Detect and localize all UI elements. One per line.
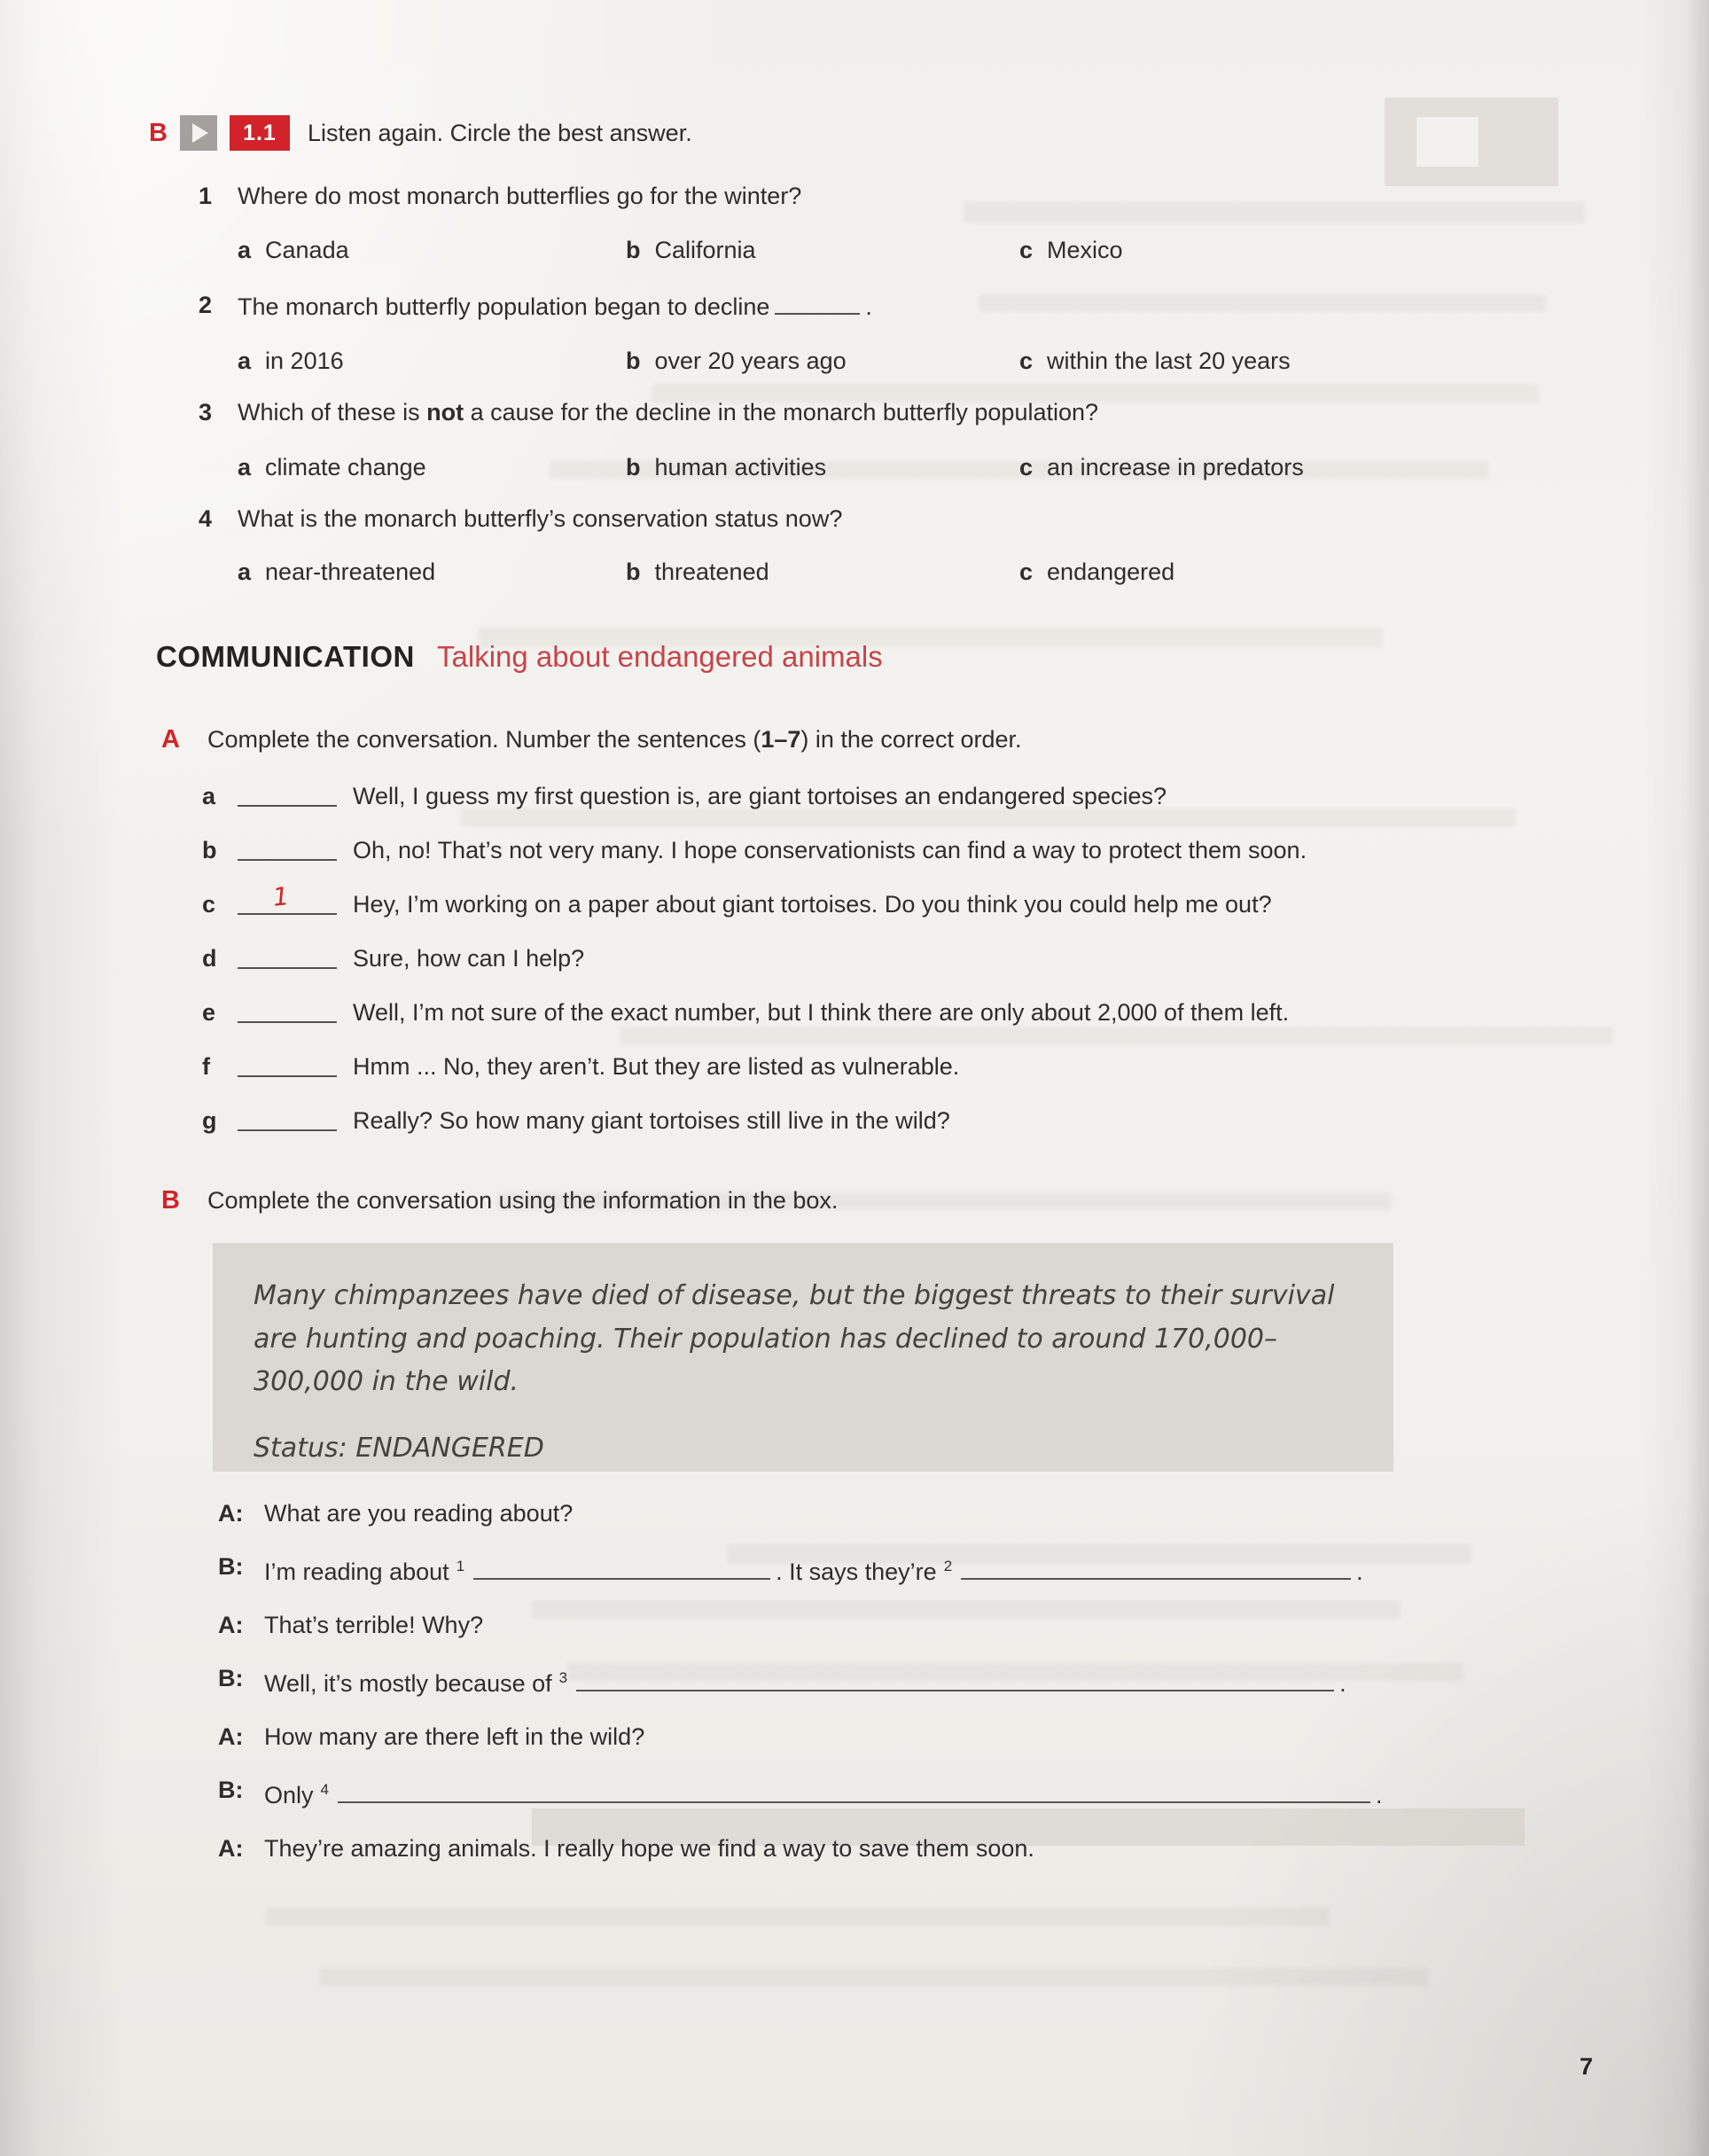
option-text: endangered (1047, 559, 1175, 585)
dialogue-segment: Well, it’s mostly because of (264, 1670, 552, 1697)
dialogue-text (264, 1550, 1363, 1589)
item-letter: e (202, 999, 216, 1026)
item-letter: b (202, 837, 217, 863)
instruction-bold: 1–7 (761, 726, 801, 753)
speaker-label: A: (218, 1835, 244, 1862)
item-letter: c (202, 891, 216, 918)
instruction-pre: Complete the conversation. Number the sentences ( (207, 726, 761, 753)
item-letter: g (202, 1107, 217, 1134)
dialogue-line-1 (218, 1496, 1530, 1530)
option-letter: a (238, 348, 252, 374)
number-blank (238, 780, 337, 807)
option-letter: b (626, 454, 641, 480)
dialogue-segment: Only (264, 1782, 314, 1808)
option-letter: a (238, 454, 252, 480)
show-through-unit-badge-inner (1416, 117, 1479, 167)
show-through-ghost (266, 1908, 1330, 1926)
option-b (626, 559, 769, 586)
option-a (238, 348, 344, 375)
question-1 (199, 183, 801, 210)
option-letter: c (1019, 559, 1034, 585)
question-text: What is the monarch butterfly’s conservation status now? (238, 505, 843, 532)
dialogue-text: What are you reading about? (264, 1500, 574, 1527)
question-4-options (0, 559, 1709, 594)
item-text: Hmm ... No, they aren’t. But they are listed as vulnerable. (353, 1053, 960, 1080)
speaker-label: A: (218, 1612, 244, 1638)
option-b (626, 454, 826, 481)
option-a (238, 237, 349, 264)
play-icon (180, 115, 217, 151)
info-box-status: Status: ENDANGERED (254, 1432, 544, 1464)
info-box (213, 1243, 1393, 1472)
option-text: within the last 20 years (1047, 348, 1291, 374)
option-text: Canada (265, 237, 349, 263)
question-4 (199, 505, 842, 533)
list-item-d (202, 942, 1532, 974)
show-through-ghost (964, 202, 1585, 223)
question-3-options (0, 454, 1709, 489)
option-c (1019, 348, 1291, 375)
option-text: near-threatened (265, 559, 436, 585)
option-letter: c (1019, 237, 1034, 263)
communication-subtitle: Talking about endangered animals (437, 640, 883, 673)
question-text: Where do most monarch butterflies go for the winter? (238, 183, 802, 209)
answer-blank (775, 292, 860, 315)
question-2-options (0, 348, 1709, 383)
option-text: threatened (654, 559, 769, 585)
dialogue-line-5 (218, 1720, 1530, 1754)
communication-heading (156, 640, 883, 674)
number-blank (238, 942, 337, 969)
number-blank (238, 1051, 337, 1077)
option-text: climate change (265, 454, 426, 480)
dialogue-text (264, 1773, 1383, 1812)
option-text: California (654, 237, 756, 263)
dialogue-segment: . (1356, 1558, 1363, 1585)
number-blank (238, 996, 337, 1023)
item-text: Really? So how many giant tortoises still live in the wild? (353, 1107, 950, 1134)
option-letter: b (626, 559, 641, 585)
speaker-label: A: (218, 1723, 244, 1750)
list-item-a (202, 780, 1532, 812)
dialogue-segment: . It says they’re (776, 1558, 937, 1585)
option-letter: c (1019, 348, 1034, 374)
option-a (238, 559, 435, 586)
item-text: Sure, how can I help? (353, 945, 585, 972)
instruction-post: ) in the correct order. (800, 726, 1022, 753)
speaker-label: A: (218, 1500, 244, 1527)
option-text: Mexico (1047, 237, 1123, 263)
part-a-header (161, 725, 1022, 754)
question-text-bold: not (426, 399, 464, 426)
list-item-b (202, 834, 1532, 866)
question-number: 1 (199, 183, 213, 209)
item-letter: a (202, 783, 216, 809)
dialogue-segment: . (1339, 1670, 1346, 1697)
option-c (1019, 237, 1123, 264)
option-b (626, 348, 847, 375)
audio-track-badge: 1.1 (230, 115, 290, 151)
option-b (626, 237, 756, 264)
dialogue-line-4 (218, 1661, 1530, 1700)
option-letter: b (626, 237, 641, 263)
item-text: Well, I guess my first question is, are giant tortoises an endangered species? (353, 783, 1167, 809)
option-c (1019, 454, 1304, 481)
dialogue (218, 1496, 1530, 1885)
list-item-f (202, 1051, 1532, 1082)
question-text-after: . (865, 293, 872, 320)
option-text: in 2016 (265, 348, 344, 374)
item-letter: d (202, 945, 217, 972)
option-text: over 20 years ago (654, 348, 847, 374)
dialogue-text: They’re amazing animals. I really hope we find a way to save them soon. (264, 1835, 1034, 1862)
number-blank (238, 881, 337, 915)
question-number: 3 (199, 399, 213, 426)
option-c (1019, 559, 1174, 586)
blank-number: 2 (943, 1558, 953, 1574)
section-label-b2: B (161, 1186, 180, 1215)
option-text: an increase in predators (1047, 454, 1304, 480)
answer-blank-2 (961, 1557, 1351, 1580)
list-item-c (202, 881, 1532, 920)
blank-number: 4 (320, 1781, 329, 1798)
list-item-g (202, 1105, 1532, 1137)
part-b-instruction: Complete the conversation using the information in the box. (207, 1187, 839, 1214)
question-number: 2 (199, 292, 213, 318)
question-1-options (0, 237, 1709, 272)
blank-number: 1 (456, 1558, 465, 1574)
dialogue-text (264, 1661, 1346, 1700)
option-letter: a (238, 559, 252, 585)
question-text (238, 292, 872, 321)
item-text: Oh, no! That’s not very many. I hope conservationists can find a way to protect them soon. (353, 837, 1307, 863)
question-text-post: a cause for the decline in the monarch butterfly population? (464, 399, 1099, 426)
info-box-text: Many chimpanzees have died of disease, but the biggest threats to their survival are hunting and poaching. Their population has declined to around 170,000–300,000 in the wild. (254, 1280, 1335, 1398)
list-item-e (202, 996, 1532, 1028)
listening-exercise-header (149, 115, 692, 151)
listening-instruction: Listen again. Circle the best answer. (307, 119, 692, 146)
play-triangle-icon (192, 123, 208, 143)
blank-number: 3 (558, 1669, 568, 1686)
item-text: Well, I’m not sure of the exact number, but I think there are only about 2,000 of them left. (353, 999, 1290, 1026)
option-a (238, 454, 426, 481)
speaker-label: B: (218, 1777, 244, 1803)
section-label-b: B (149, 118, 168, 147)
page-number: 7 (1580, 2053, 1594, 2080)
question-2 (199, 292, 872, 321)
dialogue-line-3 (218, 1608, 1530, 1642)
number-blank (238, 834, 337, 861)
dialogue-text: How many are there left in the wild? (264, 1723, 645, 1750)
option-letter: c (1019, 454, 1034, 480)
show-through-unit-badge (1385, 98, 1558, 186)
dialogue-line-7 (218, 1832, 1530, 1865)
option-text: human activities (654, 454, 827, 480)
question-number: 4 (199, 505, 213, 532)
item-text: Hey, I’m working on a paper about giant tortoises. Do you think you could help me out? (353, 891, 1272, 918)
dialogue-line-2 (218, 1550, 1530, 1589)
answer-blank-4 (338, 1780, 1370, 1803)
show-through-ghost (979, 294, 1546, 312)
dialogue-segment: . (1376, 1782, 1383, 1808)
speaker-label: B: (218, 1665, 244, 1691)
communication-title: COMMUNICATION (156, 640, 415, 673)
question-text (238, 399, 1098, 426)
answer-blank-3 (576, 1668, 1334, 1691)
handwritten-answer: 1 (271, 881, 291, 912)
speaker-label: B: (218, 1553, 244, 1580)
show-through-ghost (319, 1968, 1427, 1986)
question-3 (199, 399, 1098, 426)
question-text-pre: Which of these is (238, 399, 427, 426)
question-text-pre: The monarch butterfly population began to decline (238, 293, 770, 320)
item-letter: f (202, 1053, 210, 1080)
part-a-instruction (207, 726, 1022, 754)
option-letter: a (238, 237, 252, 263)
dialogue-line-6 (218, 1773, 1530, 1812)
ordering-items (202, 780, 1532, 1159)
answer-blank-1 (473, 1557, 770, 1580)
dialogue-segment: I’m reading about (264, 1558, 449, 1585)
number-blank (238, 1105, 337, 1131)
dialogue-text: That’s terrible! Why? (264, 1612, 484, 1638)
part-b-header (161, 1186, 838, 1215)
option-letter: b (626, 348, 641, 374)
section-label-a: A (161, 725, 180, 754)
